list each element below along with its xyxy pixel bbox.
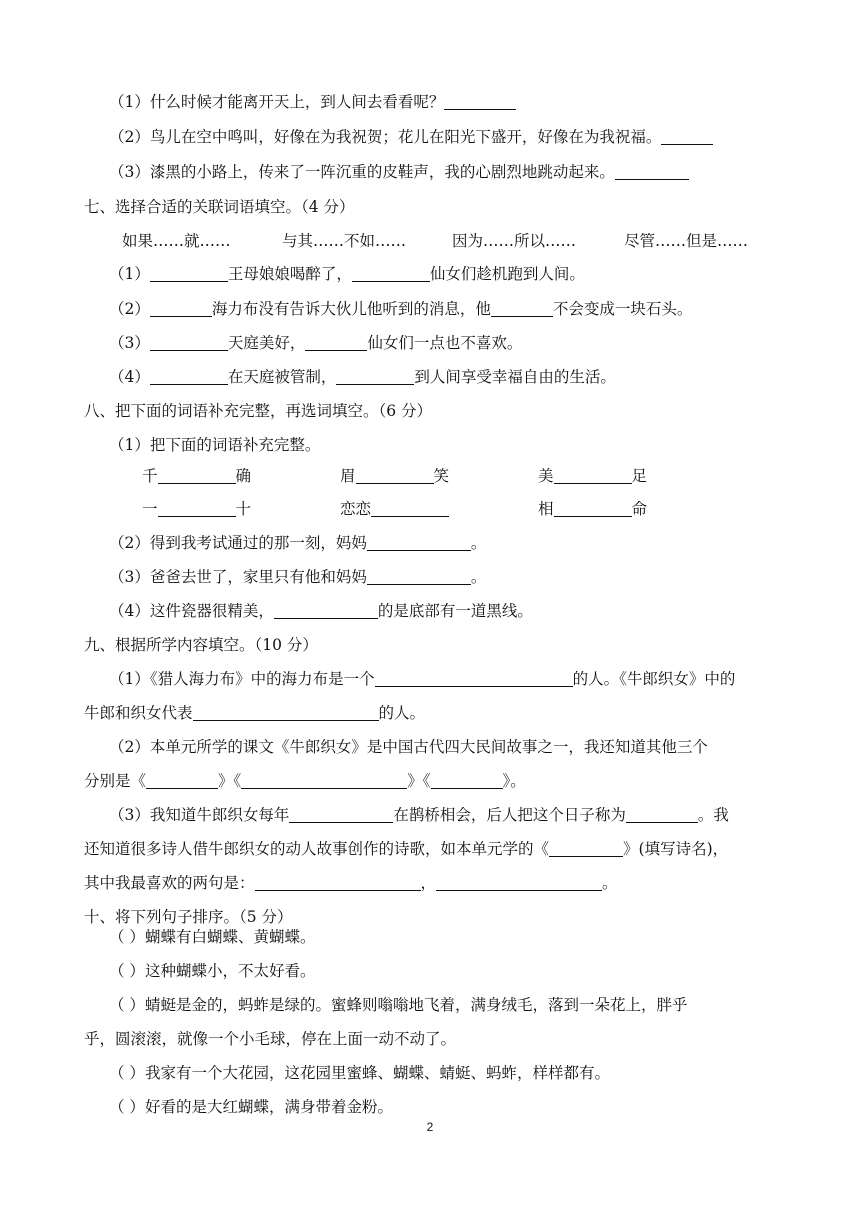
answer-blank[interactable] (626, 806, 698, 823)
answer-blank[interactable] (371, 500, 449, 517)
answer-blank[interactable] (150, 334, 228, 351)
answer-blank[interactable] (436, 874, 602, 891)
answer-blank[interactable] (274, 602, 378, 619)
word-fill-4 (142, 499, 251, 519)
order-text: 蜻蜓是金的，蚂蚱是绿的。蜜蜂则嗡嗡地飞着，满身绒毛，落到一朵花上，胖乎 (144, 996, 688, 1014)
word-fill-1 (142, 466, 251, 486)
answer-blank[interactable] (289, 806, 393, 823)
answer-blank[interactable] (367, 534, 471, 551)
q-text: 还知道很多诗人借牛郎织女的动人故事创作的诗歌，如本单元学的《 (84, 840, 550, 858)
q-text: 分别是《 (84, 772, 147, 790)
q-text: 。 (470, 568, 487, 586)
q-text: （3）爸爸去世了，家里只有他和妈妈 (109, 568, 367, 586)
s9-line3: （2）本单元所学的课文《牛郎织女》是中国古代四大民间故事之一，我还知道其他三个 (109, 738, 708, 756)
answer-blank[interactable] (352, 265, 430, 282)
answer-blank[interactable] (158, 467, 236, 484)
order-text: 我家有一个大花园，这花园里蜜蜂、蝴蝶、蜻蜓、蚂蚱，样样都有。 (144, 1064, 610, 1082)
q-text: 。 (602, 874, 618, 892)
s9-line2 (84, 703, 425, 723)
page-number: 2 (426, 1120, 434, 1134)
s7-q4 (109, 367, 616, 387)
s9-line5 (109, 805, 729, 825)
s9-line4 (84, 771, 526, 791)
q-num: （1） (109, 265, 150, 283)
s6-q2 (109, 127, 713, 147)
q-text: 天庭美好， (227, 334, 306, 352)
question-text: （3）漆黑的小路上，传来了一阵沉重的皮鞋声，我的心剧烈地跳动起来。 (109, 163, 615, 181)
q-text: 王母娘娘喝醉了， (227, 265, 352, 283)
q-text: （1）《猎人海力布》中的海力布是一个 (109, 670, 375, 688)
answer-blank[interactable] (554, 467, 632, 484)
s7-q2 (109, 299, 692, 319)
order-blank[interactable]: （ ） (109, 962, 145, 980)
s7-q1 (109, 264, 585, 284)
question-text: （1）什么时候才能离开天上，到人间去看看呢？ (109, 93, 445, 111)
w-part: 千 (142, 467, 158, 485)
order-blank[interactable]: （ ） (109, 996, 145, 1014)
answer-blank[interactable] (444, 93, 516, 110)
s6-q1 (109, 92, 516, 112)
answer-blank[interactable] (158, 500, 236, 517)
order-item-3 (109, 995, 687, 1015)
s9-line6 (84, 839, 728, 859)
q-text: 》(填写诗名)， (623, 840, 729, 858)
q-text: 不会变成一块石头。 (552, 300, 693, 318)
answer-blank[interactable] (146, 772, 218, 789)
section-8-title: 八、把下面的词语补充完整，再选词填空。（6 分） (84, 402, 433, 420)
s8-q4 (109, 601, 533, 621)
s9-line7 (84, 873, 618, 893)
w-part: 确 (235, 467, 252, 485)
order-blank[interactable]: （ ） (109, 1064, 145, 1082)
order-blank[interactable]: （ ） (109, 928, 145, 946)
order-text: 好看的是大红蝴蝶，满身带着金粉。 (144, 1098, 393, 1116)
q-text: 的是底部有一道黑线。 (377, 602, 533, 620)
answer-blank[interactable] (554, 500, 632, 517)
s7-q3 (109, 333, 522, 353)
answer-blank[interactable] (255, 874, 421, 891)
q-num: （3） (109, 334, 150, 352)
w-part: 相 (538, 500, 554, 518)
answer-blank[interactable] (150, 368, 228, 385)
q-text: 。我 (697, 806, 729, 824)
q-text: 仙女们一点也不喜欢。 (367, 334, 523, 352)
q-num: （2） (109, 300, 150, 318)
word-fill-2 (340, 466, 449, 486)
q-text: 仙女们趁机跑到人间。 (429, 265, 585, 283)
s9-line1 (109, 669, 735, 689)
q-text: （4）这件瓷器很精美， (109, 602, 274, 620)
word-fill-5 (340, 499, 449, 519)
question-text: （2）鸟儿在空中鸣叫，好像在为我祝贺；花儿在阳光下盛开，好像在为我祝福。 (109, 128, 662, 146)
order-item-2 (109, 961, 315, 981)
answer-blank[interactable] (193, 704, 379, 721)
section-7-title: 七、选择合适的关联词语填空。（4 分） (84, 198, 355, 216)
answer-blank[interactable] (549, 840, 623, 857)
answer-blank[interactable] (305, 334, 367, 351)
q-text: 》《 (218, 772, 242, 790)
order-item-5 (109, 1097, 393, 1117)
s8-sub1: （1）把下面的词语补充完整。 (109, 436, 321, 454)
s8-q3 (109, 567, 486, 587)
answer-blank[interactable] (356, 467, 434, 484)
answer-blank[interactable] (241, 772, 407, 789)
answer-blank[interactable] (375, 670, 573, 687)
q-text: 》。 (502, 772, 526, 790)
q-text: （2）得到我考试通过的那一刻，妈妈 (109, 534, 367, 552)
q-text: （3）我知道牛郎织女每年 (109, 806, 290, 824)
section-10-title: 十、将下列句子排序。（5 分） (84, 908, 293, 926)
q-text: 》《 (407, 772, 431, 790)
order-item-4 (109, 1063, 610, 1083)
option-3: 因为……所以…… (452, 232, 577, 250)
order-blank[interactable]: （ ） (109, 1098, 145, 1116)
w-part: 笑 (433, 467, 450, 485)
q-text: ， (420, 874, 437, 892)
w-part: 命 (631, 500, 648, 518)
q-num: （4） (109, 368, 150, 386)
s8-q2 (109, 533, 486, 553)
word-fill-3 (538, 466, 647, 486)
q-text: 其中我最喜欢的两句是： (84, 874, 255, 892)
option-2: 与其……不如…… (282, 232, 407, 250)
order-item-3-cont: 乎，圆滚滚，就像一个小毛球，停在上面一动不动了。 (84, 1030, 457, 1048)
section-9-title: 九、根据所学内容填空。（10 分） (84, 636, 318, 654)
order-item-1 (109, 927, 315, 947)
q-text: 。 (470, 534, 487, 552)
w-part: 足 (631, 467, 648, 485)
q-text: 的人。《牛郎织女》中的 (572, 670, 736, 688)
w-part: 眉 (340, 467, 356, 485)
w-part: 十 (235, 500, 252, 518)
option-4: 尽管……但是…… (624, 232, 749, 250)
answer-blank[interactable] (150, 300, 212, 317)
answer-blank[interactable] (431, 772, 503, 789)
q-text: 到人间享受幸福自由的生活。 (414, 368, 616, 386)
answer-blank[interactable] (367, 568, 471, 585)
s6-q3 (109, 162, 689, 182)
w-part: 恋恋 (340, 500, 372, 518)
option-1: 如果……就…… (122, 232, 231, 250)
q-text: 在鹊桥相会，后人把这个日子称为 (393, 806, 626, 824)
answer-blank[interactable] (661, 128, 713, 145)
answer-blank[interactable] (336, 368, 414, 385)
w-part: 美 (538, 467, 554, 485)
answer-blank[interactable] (615, 163, 689, 180)
q-text: 海力布没有告诉大伙儿他听到的消息，他 (211, 300, 491, 318)
answer-blank[interactable] (150, 265, 228, 282)
order-text: 蝴蝶有白蝴蝶、黄蝴蝶。 (144, 928, 316, 946)
answer-blank[interactable] (491, 300, 553, 317)
w-part: 一 (142, 500, 158, 518)
q-text: 在天庭被管制， (227, 368, 337, 386)
order-text: 这种蝴蝶小，不太好看。 (144, 962, 316, 980)
q-text: 牛郎和织女代表 (84, 704, 193, 722)
word-fill-6 (538, 499, 647, 519)
q-text: 的人。 (378, 704, 426, 722)
